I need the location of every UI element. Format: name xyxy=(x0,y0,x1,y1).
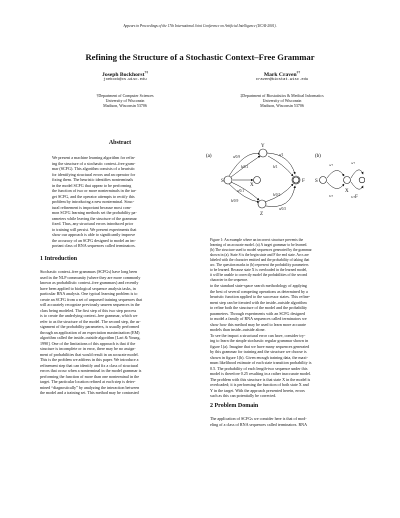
edge-label: b/0.1 xyxy=(241,165,249,169)
edge-label: a/? xyxy=(351,161,355,165)
author-affiliation-1: †Department of Computer Sciences University of Wisconsin Madison, Wisconsin 53706 xyxy=(96,93,154,109)
state-node xyxy=(258,200,266,208)
author-affiliation-2: ‡Department of Biostatistics & Medical Informatics University of Wisconsin Madison, Wisconsin 53706 xyxy=(240,93,324,109)
proceedings-note: Appears in Proceedings of the 17th International Joint Conference on Artificial Intelligence (IJCAI-2001). xyxy=(123,24,277,28)
node-label: Z xyxy=(260,212,264,217)
edge-label: b/? xyxy=(329,194,334,198)
author-name: Mark Craven‡† xyxy=(263,70,301,78)
node-label: F xyxy=(302,179,305,184)
paper-title: Refining the Structure of a Stochastic Context–Free Grammar xyxy=(85,52,315,62)
state-node xyxy=(359,177,365,183)
state-node xyxy=(259,149,267,157)
figure-label-b: (b) xyxy=(315,154,321,159)
node-label: X xyxy=(250,183,254,188)
section-heading-problem-domain: 2 Problem Domain xyxy=(210,403,259,409)
edge-label: a/0.9 xyxy=(233,155,241,159)
graph-a xyxy=(229,153,295,207)
state-node xyxy=(344,177,351,184)
edge-label: a/? xyxy=(329,163,333,167)
author-name: Joseph Bockhorst†‡ xyxy=(102,70,148,78)
state-node xyxy=(320,177,327,184)
author-block-1 xyxy=(60,70,190,82)
figure-label-a: (a) xyxy=(206,154,212,159)
edge-label: a/1 xyxy=(279,153,284,157)
edge-label: b/0.5 xyxy=(273,193,281,197)
author-email: craven@biostat.wisc.edu xyxy=(255,77,309,82)
author-email: joebock@cs.wisc.edu xyxy=(103,77,147,82)
introduction-body: Stochastic context–free grammars (SCFGs) have long been used in the NLP community (where they are more commonly known as probabilistic context–free grammars) and recently have been applied to biological sequence analysis tasks, in particular RNA analysis. One typical learning problem is to create an SCFG from a set of unparsed training sequences that will accurately recognize previously unseen sequences in the class being modeled. The first step of this two step process is to create the underlying context–free grammar, which we refer to as the structure of the model. The second step, the as- signment of the probability parameters, is usually performed through an application of an expectation maximization (EM) algorithm called the inside–outside algorithm [Lari & Young, 1990]. One of the limitations of this approach is that if the structure is incomplete or in error, there may be no assign- ment of probabilities that would result in an accurate model. This is the problem we address in this paper. We introduce a refinement step that can identify and fix a class of structural errors that occur when a nonterminal in the model grammar is performing the function of more than one nonterminal in the target. The particular location refined at each step is deter- mined “diagnostically” by analyzing the interaction between the model and a training set. This method may be contrasted xyxy=(40,269,143,395)
edge-label: b/1 xyxy=(273,165,278,169)
node-label: S xyxy=(315,179,318,184)
edge-label: b/0.9 xyxy=(231,199,239,203)
state-node xyxy=(293,177,299,183)
section-heading-introduction: 1 Introduction xyxy=(40,256,78,262)
state-node xyxy=(224,176,232,184)
problem-domain-body: The application of SCFGs we consider here is that of mod- eling of a class of RNA sequences called terminators. RNA xyxy=(210,416,308,427)
edge-label: a/0.5 xyxy=(279,207,287,211)
node-label: F xyxy=(355,195,358,200)
node-label: X xyxy=(345,189,349,194)
figure-1-caption: Figure 1: An example where an incorrect structure prevents the learning of an accurate model. (a) A target grammar to be learned. (b) The structure used to model sequences generated by the grammar shown in (a). State S is the begin state and F the end state. Arcs are labeled with the character emitted and the probability of taking that arc. The question marks in (b) represent the probability parameters to be learned. Because state X is overloaded in the learned model, it will be unable to correctly model the probabilities of the second character in the sequence. xyxy=(210,238,312,282)
abstract-heading: Abstract xyxy=(108,140,132,146)
edge-label: b/? xyxy=(351,195,356,199)
figure-1-diagram xyxy=(205,140,365,235)
state-node xyxy=(254,177,261,184)
edge-label: a/0.1 xyxy=(237,189,245,193)
node-label: Y xyxy=(261,144,265,149)
author-block-2 xyxy=(212,70,352,82)
abstract-body: We present a machine learning algorithm for refin- ing the structure of a stochastic context–free gram- mar (SCFG). This algorithm consists of a heuristic for identifying structural errors and an operator for fixing them. The heuristic identifies nonterminals in the model SCFG that appear to be performing the function of two or more nonterminals in the tar- get SCFG, and the operator attempts to rectify this problem by introducing a new nonterminal. Struc- tural refinement is important because most com- mon SCFG learning methods set the probability pa- rameters while leaving the structure of the grammar fixed. Thus, any structural errors introduced prior to training will persist. We present experiments that show our approach is able to significantly improve the accuracy of an SCFG designed to model an im- portant class of RNA sequences called terminators. xyxy=(52,155,137,248)
node-label: S xyxy=(221,179,224,184)
right-column-body: to the standard state-space search methodology of applying the best of several competing operations as determined by a heuristic function applied to the successor states. This refine- ment step can be iterated with the inside–outside algorithm to refine both the structure of the model and the probability parameters. Through experiments with an SCFG designed to model a family of RNA sequences called terminators we show how this method may be used to learn more accurate models than inside–outside alone. To see the impact a structural error can have, consider try- ing to learn the simple stochastic regular grammar shown in figure 1(a). Imagine that we have many sequences generated by this grammar for training and the structure we choose is shown in figure 1(b). Given enough training data, the maxi- mum likelihood estimate of each state transition probability is 0.5. The probability of each length-two sequence under this model is therefore 0.25 resulting in a rather inaccurate model. The problem with this structure is that state X in the model is overloaded; it is performing the function of both state X and Y in the target. With the approach presented herein, errors such as this can potentially be corrected. xyxy=(210,283,312,398)
